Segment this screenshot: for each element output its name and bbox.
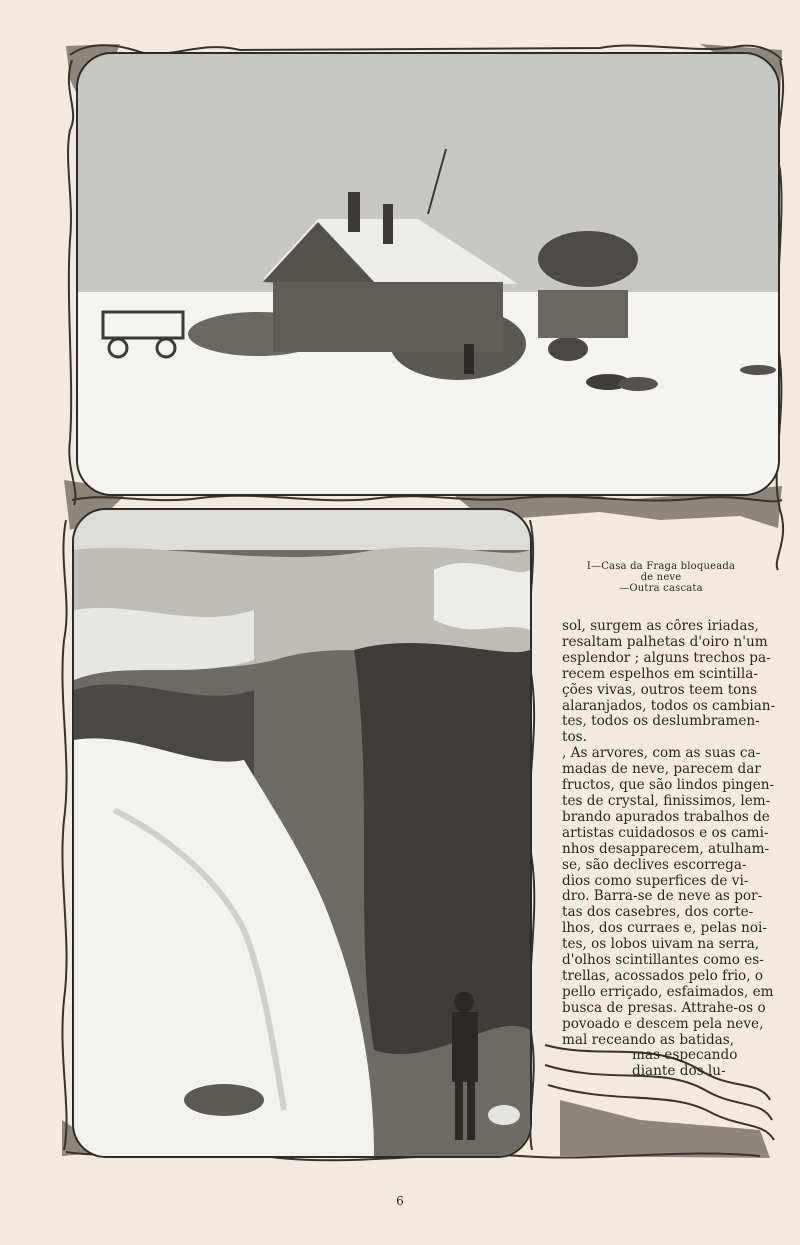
text-line: alaranjados, todos os cambian- (562, 698, 776, 714)
text-line: tes, todos os deslumbramen- (562, 714, 760, 730)
article-text (562, 619, 780, 1080)
text-line: recem espelhos em scintilla- (562, 666, 758, 682)
caption-line-1: I—Casa da Fraga bloqueada (586, 561, 736, 572)
text-line: brando apurados trabalhos de (562, 809, 770, 825)
text-line: povoado e descem pela neve, (562, 1016, 764, 1032)
text-line: , As arvores, com as suas ca- (562, 746, 761, 762)
page-number: 6 (396, 1194, 404, 1208)
text-line: pello erriçado, esfaimados, em (562, 984, 774, 1000)
text-line: lhos, dos curraes e, pelas noi- (562, 921, 767, 937)
text-line: d'olhos scintillantes como es- (562, 953, 764, 969)
text-line: busca de presas. Attrahe-os o (562, 1000, 766, 1016)
text-line: resaltam palhetas d'oiro n'um (562, 634, 768, 650)
text-line: tas dos casebres, dos corte- (562, 905, 754, 921)
text-line: mas especando (632, 1048, 738, 1064)
text-line: se, são declives escorrega- (562, 857, 747, 873)
text-line: esplendor ; alguns trechos pa- (562, 650, 771, 666)
text-line: madas de neve, parecem dar (562, 762, 761, 778)
photo-caption (584, 561, 738, 594)
photo-snowbound-house (76, 52, 780, 496)
caption-line-3: —Outra cascata (619, 583, 703, 594)
text-line: dro. Barra-se de neve as por- (562, 889, 763, 905)
text-line: sol, surgem as côres iriadas, (562, 619, 759, 634)
text-line: trellas, acossados pelo frio, o (562, 968, 764, 984)
text-line: ções vivas, outros teem tons (562, 682, 758, 698)
text-line: tes de crystal, finissimos, lem- (562, 793, 771, 809)
text-line: tes, os lobos uivam na serra, (562, 937, 760, 953)
text-line: tos. (562, 730, 587, 746)
photo-frozen-waterfall (72, 508, 532, 1158)
text-line: fructos, que são lindos pingen- (562, 778, 775, 794)
text-line: nhos desapparecem, atulham- (562, 841, 770, 857)
text-line: diante dos lu- (632, 1064, 726, 1080)
caption-line-2: de neve (640, 572, 682, 583)
text-line: mal receando as batidas, (562, 1032, 735, 1048)
text-line: artistas cuidadosos e os cami- (562, 825, 769, 841)
text-line: dios como superfices de vi- (562, 873, 749, 889)
